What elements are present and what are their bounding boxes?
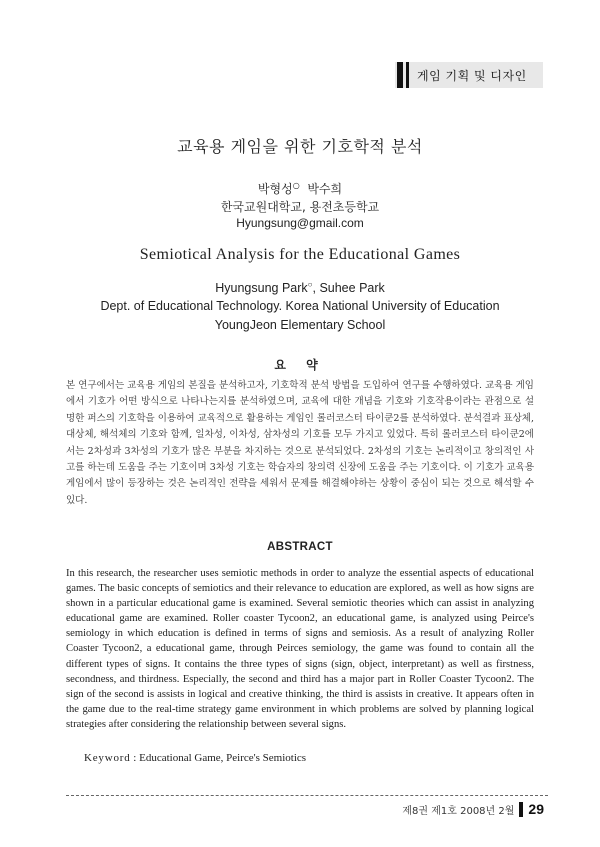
paper-title-english: Semiotical Analysis for the Educational Games bbox=[139, 246, 461, 263]
authors-english bbox=[0, 281, 600, 295]
keywords-value: Educational Game, Peirce's Semiotics bbox=[139, 752, 307, 764]
presenter-mark-en: ○ bbox=[307, 279, 313, 289]
authors-korean bbox=[0, 180, 600, 197]
affiliation-korean: 한국교원대학교, 용전초등학교 bbox=[220, 200, 380, 214]
abstract-heading-korean: 요 약 bbox=[274, 358, 326, 372]
keywords-separator: : bbox=[130, 752, 140, 764]
footer-bar-icon bbox=[519, 802, 523, 817]
abstract-body-korean: 본 연구에서는 교육용 게임의 본질을 분석하고자, 기호학적 분석 방법을 도입하여 연구를 수행하였다. 교육용 게임에서 기호가 어떤 방식으로 나타나는지를 분석하였으며, 교육에 대한 개념을 기호와 기호작용이라는 관점으로 설명한 퍼스의 기호학을 이용하여 교육적으로 활용하는 게임인 롤러코스터 타이쿤2를 분석하였다. 분석결과 표상체, 대상체, 해석체의 기호와 함께, 일차성, 이차성, 삼차성의 기호를 모두 가지고 있었다. 특히 롤러코스터 타이쿤2에서는 2차성과 3차성의 기호가 많은 부분을 차지하는 것으로 분석되었다. 2차성의 기호는 논리적이고 창의적인 사고를 하는데 도움을 주는 기호이며 3차성 기호는 학습자의 창의력 신장에 도움을 주는 기호이다. 이 기호가 교육용 게임에서 많이 등장하는 것은 논리적인 전략을 세워서 문제를 해결해야하는 상황이 중심이 되는 것으로 해석할 수 있다. bbox=[66, 380, 534, 506]
affiliation-english-2: YoungJeon Elementary School bbox=[214, 318, 386, 332]
section-tag bbox=[395, 62, 543, 88]
page-footer bbox=[402, 801, 544, 817]
affiliation-english-1: Dept. of Educational Technology. Korea National University of Education bbox=[100, 299, 500, 313]
section-tag-bars-icon bbox=[397, 62, 409, 88]
issue-info: 제8권 제1호 2008년 2월 bbox=[402, 805, 515, 817]
author-2-korean: 박수희 bbox=[307, 182, 343, 196]
abstract-body-english: In this research, the researcher uses semiotic methods in order to analyze the essential aspects of educational games. The basic concepts of semiotics and their relevance to education are explored, as well as how signs are shown in a particular educational game is examined. Several semiotic theories which can assist in analyzing educational game are examined. Roller coaster Tycoon2, an educational game, is analyzed using Peirce's semiology in which education is defined in terms of signs and semiosis. As a result of analyzing Roller Coaster Tycoon2, a educational game, through Peirces semiology, the game was found to contain all the different types of signs. It contains the three types of signs (sign, object, interpretant) as well as firstness, secondness, and thirdness. Especially, the second and third has a major part in Roller Coaster Tycoon2. The sign of the second is assists in logical and creative thinking, the third is assists in creative. It appears often in the game due to the real-time strategy game environment in which problems are solved by planning logical strategies after considering the relationship between several signs. bbox=[66, 568, 534, 730]
keywords bbox=[84, 752, 534, 764]
author-1-korean: 박형성 bbox=[257, 182, 293, 196]
abstract-heading-english: ABSTRACT bbox=[267, 541, 333, 553]
footer-divider bbox=[66, 795, 548, 796]
author-email: Hyungsung@gmail.com bbox=[236, 216, 364, 230]
paper-title-korean: 교육용 게임을 위한 기호학적 분석 bbox=[177, 137, 423, 156]
section-tag-label: 게임 기획 및 디자인 bbox=[417, 68, 527, 83]
author-1-english: Hyungsung Park bbox=[215, 281, 308, 295]
page-number: 29 bbox=[528, 801, 544, 817]
presenter-mark: ○ bbox=[292, 181, 300, 190]
keywords-label: Keyword bbox=[84, 752, 131, 764]
author-2-english: , Suhee Park bbox=[312, 281, 385, 295]
